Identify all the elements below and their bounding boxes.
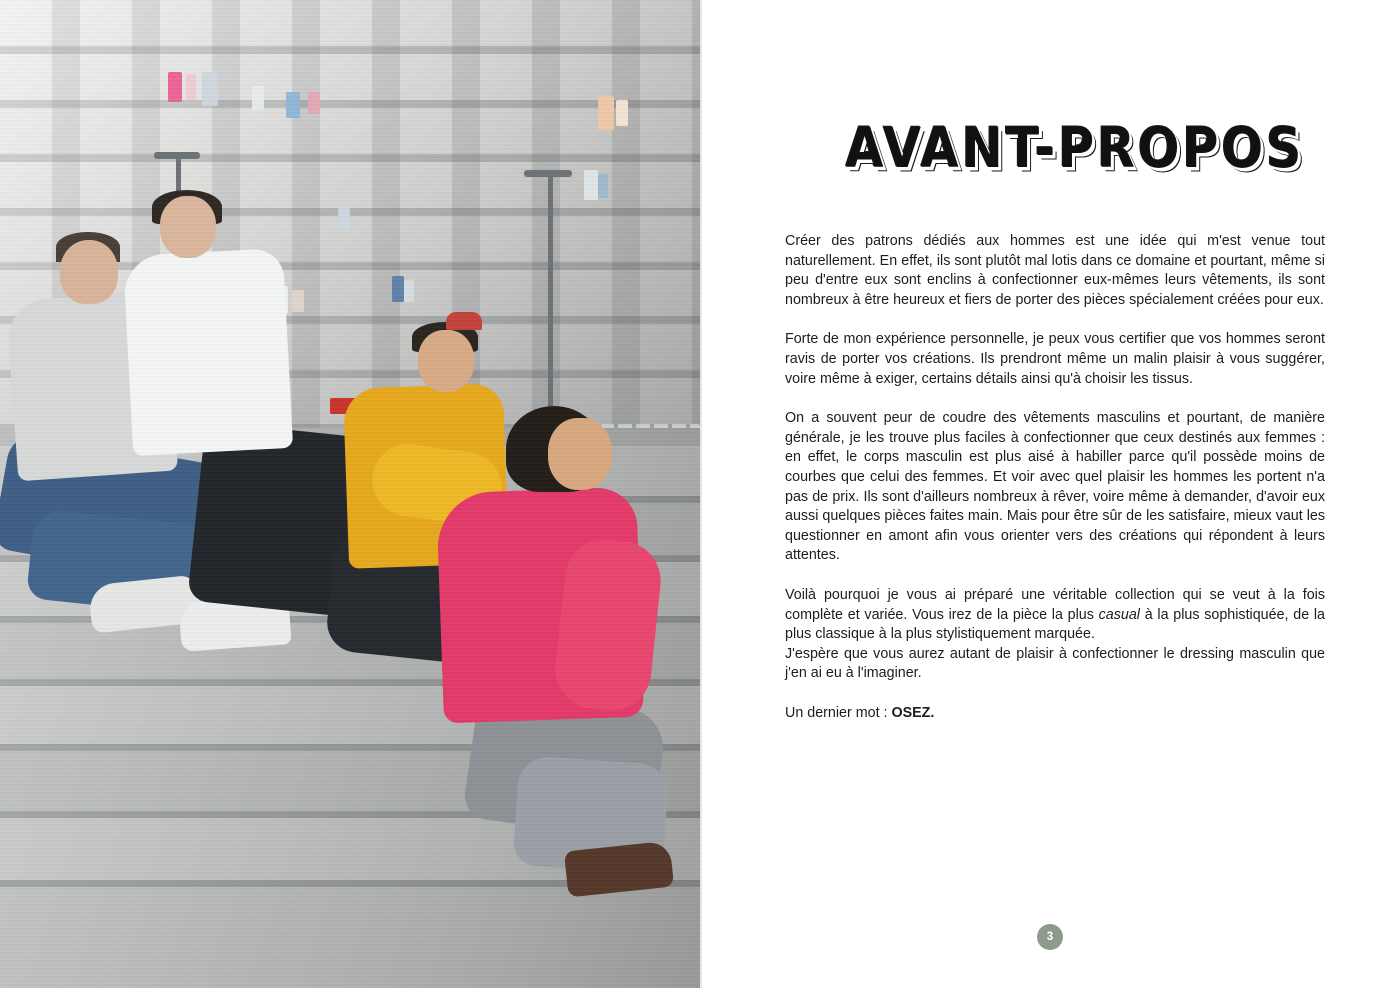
paragraph-1: Créer des patrons dédiés aux hommes est une idée qui m'est venue tout naturellement. En effet, ils sont plutôt mal lotis dans ce domaine et pourtant, même si peu d'entre eux sont enclins à confectionner eux-mêmes leurs vêtements, ils sont nombreux à être heureux et fiers de porter des pièces spécialement créées pour eux. [785,233,1325,308]
paragraph-3: On a souvent peur de coudre des vêtements masculins et pourtant, de manière générale, je les trouve plus faciles à confectionner que ceux destinés aux femmes : en effet, le corps masculin est plus aisé à habiller parce qu'il possède moins de courbes que celui des femmes. Et voir avec quel plaisir les hommes les portent n'a pas de prix. Ils sont d'ailleurs nombreux à rêver, voire même à demander, d'avoir eux aussi quelques pièces faites main. Mais pour être sûr de les satisfaire, mieux vaut les questionner en amont afin vous orienter vers des créations qui répondent à leurs attentes. [785,410,1325,564]
page-title: AVANT-PROPOS [845,116,1305,181]
stair-step [0,887,700,988]
laundry-item [338,208,350,230]
laundry-item [186,74,196,100]
page-gutter [700,0,702,988]
laundry-item [252,86,264,110]
closing-line [785,704,1325,724]
paragraph-4-line2: J'espère que vous aurez autant de plaisir à confectionner le dressing masculin que j'en ai eu à l'imaginer. [785,645,1325,682]
laundry-item [286,92,300,118]
paragraph-2: Forte de mon expérience personnelle, je peux vous certifier que vos hommes seront ravis de porter vos créations. Ils prendront même un malin plaisir à vous suggérer, voire même à exiger, certains détails ainsi qu'à choisir les tissus. [785,331,1325,387]
person-yellow-jacket-head [418,330,474,392]
person-white-shirt [123,248,293,456]
person-yellow-jacket-cap [446,312,482,330]
page-number: 3 [1037,924,1063,950]
laundry-item [404,280,414,302]
paragraph-4-italic: casual [1098,606,1140,623]
laundry-item [168,72,182,102]
laundry-item [392,276,404,302]
closing-suffix: . [930,704,935,721]
person-grey-head [60,240,118,304]
person-pink-jacket-head [548,418,612,490]
paragraph-4 [785,586,1325,684]
laundry-item [292,290,304,312]
paragraph-4-part2: à la plus sophistiquée, de la plus classique à la plus stylistiquement marquée. [785,606,1326,643]
laundry-item [616,100,628,126]
paragraph-4-part1: Voilà pourquoi je vous ai préparé une véritable collection qui se veut à la fois complète et variée. Vous irez de la pièce la plus [785,586,1325,623]
body-text [785,232,1325,743]
laundry-item [598,96,614,130]
laundry-item [584,170,598,200]
closing-bold: OSEZ [891,704,931,721]
street-lamp [548,176,553,426]
laundry-item [598,174,608,198]
person-white-shirt-head [160,196,216,258]
closing-prefix: Un dernier mot : [785,704,892,721]
laundry-item [202,72,218,106]
laundry-item [308,92,320,114]
text-page [700,0,1400,988]
